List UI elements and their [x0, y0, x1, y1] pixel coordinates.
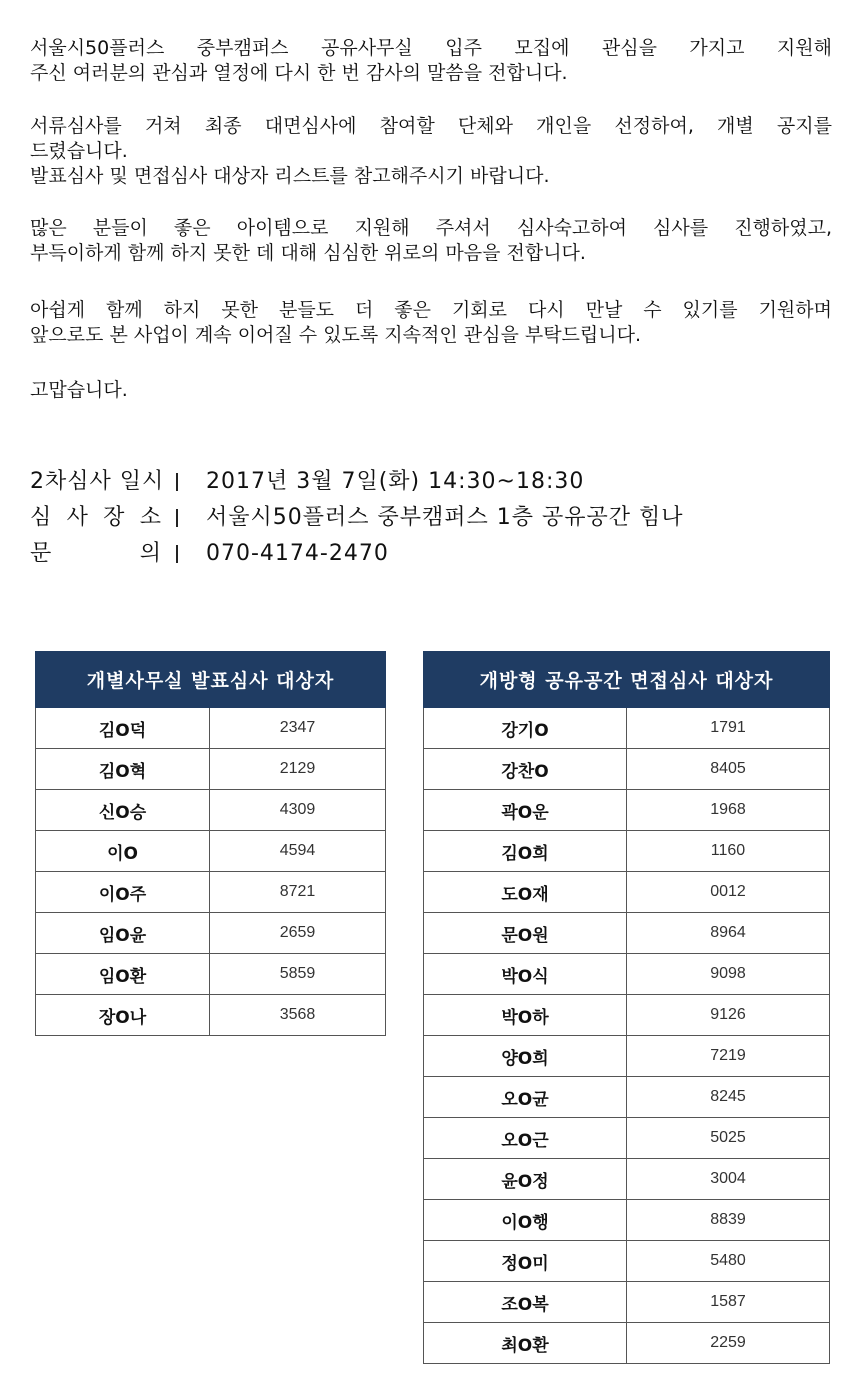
applicant-number: 8245	[627, 1077, 830, 1118]
notice-line: 드렸습니다.	[30, 140, 128, 162]
applicant-name: 장O나	[36, 995, 210, 1036]
applicant-number: 9098	[627, 954, 830, 995]
applicant-number: 5480	[627, 1241, 830, 1282]
notice-line: 앞으로도 본 사업이 계속 이어질 수 있도록 지속적인 관심을 부탁드립니다.	[30, 324, 642, 346]
applicant-name: 오O균	[424, 1077, 627, 1118]
inquiry-phone: 070-4174-2470	[206, 541, 389, 566]
table-row	[424, 790, 830, 831]
applicant-number: 8405	[627, 749, 830, 790]
applicant-name: 이O행	[424, 1200, 627, 1241]
label-char: 사	[66, 505, 89, 530]
applicant-number: 9126	[627, 995, 830, 1036]
applicant-number: 5859	[210, 954, 386, 995]
applicant-name: 도O재	[424, 872, 627, 913]
notice-closing	[30, 378, 832, 403]
exam-location-value: 서울시50플러스 중부캠퍼스 1층 공유공간 힘나	[206, 505, 684, 530]
notice-line: 서울시50플러스 중부캠퍼스 공유사무실 입주 모집에 관심을 가지고 지원해	[30, 37, 832, 59]
table-body	[36, 708, 386, 1036]
applicant-name: 양O희	[424, 1036, 627, 1077]
table-row	[424, 1282, 830, 1323]
table-row	[36, 831, 386, 872]
applicant-name: 김O혁	[36, 749, 210, 790]
table-title: 개방형 공유공간 면접심사 대상자	[424, 652, 830, 708]
table-row	[424, 1200, 830, 1241]
separator	[176, 473, 178, 491]
table-row	[424, 1323, 830, 1364]
applicant-name: 정O미	[424, 1241, 627, 1282]
closing-text: 고맙습니다.	[30, 379, 128, 401]
presentation-exam-table	[35, 651, 386, 1036]
notice-line: 서류심사를 거쳐 최종 대면심사에 참여할 단체와 개인을 선정하여, 개별 공지를	[30, 115, 832, 137]
table-row	[36, 749, 386, 790]
applicant-name: 임O환	[36, 954, 210, 995]
notice-line: 발표심사 및 면접심사 대상자 리스트를 참고해주시기 바랍니다.	[30, 165, 550, 187]
table-row	[424, 954, 830, 995]
applicant-name: 김O덕	[36, 708, 210, 749]
applicant-name: 강찬O	[424, 749, 627, 790]
label-char: 소	[139, 505, 162, 530]
applicant-name: 임O윤	[36, 913, 210, 954]
notice-paragraph-1	[30, 36, 832, 86]
applicant-name: 이O	[36, 831, 210, 872]
applicant-name: 강기O	[424, 708, 627, 749]
separator	[176, 509, 178, 527]
label-char: 심	[30, 505, 53, 530]
notice-line: 많은 분들이 좋은 아이템으로 지원해 주셔서 심사숙고하여 심사를 진행하였고,	[30, 217, 832, 239]
separator	[176, 545, 178, 563]
applicant-number: 4309	[210, 790, 386, 831]
applicant-number: 4594	[210, 831, 386, 872]
interview-exam-table	[423, 651, 830, 1364]
applicant-number: 2129	[210, 749, 386, 790]
applicant-number: 3004	[627, 1159, 830, 1200]
applicant-number: 1587	[627, 1282, 830, 1323]
applicant-name: 최O환	[424, 1323, 627, 1364]
applicant-number: 2259	[627, 1323, 830, 1364]
label-char: 의	[139, 541, 162, 566]
applicant-number: 0012	[627, 872, 830, 913]
table-row	[36, 790, 386, 831]
applicant-name: 곽O운	[424, 790, 627, 831]
applicant-name: 이O주	[36, 872, 210, 913]
table-row	[424, 708, 830, 749]
applicant-number: 1791	[627, 708, 830, 749]
applicant-name: 박O식	[424, 954, 627, 995]
table-row	[424, 1159, 830, 1200]
label-char: 장	[103, 505, 126, 530]
applicant-number: 5025	[627, 1118, 830, 1159]
inquiry-label	[30, 536, 162, 572]
exam-datetime-value: 2017년 3월 7일(화) 14:30~18:30	[206, 469, 585, 494]
notice-paragraph-4	[30, 298, 832, 348]
notice-paragraph-2	[30, 114, 832, 189]
applicant-name: 박O하	[424, 995, 627, 1036]
table-row	[36, 954, 386, 995]
table-row	[424, 749, 830, 790]
applicant-number: 1160	[627, 831, 830, 872]
applicant-number: 8721	[210, 872, 386, 913]
applicant-name: 윤O정	[424, 1159, 627, 1200]
table-row	[424, 1036, 830, 1077]
applicant-name: 문O원	[424, 913, 627, 954]
table-row	[424, 1241, 830, 1282]
applicant-number: 7219	[627, 1036, 830, 1077]
applicant-number: 8839	[627, 1200, 830, 1241]
applicant-name: 조O복	[424, 1282, 627, 1323]
table-row	[36, 913, 386, 954]
table-body	[424, 708, 830, 1364]
applicant-number: 3568	[210, 995, 386, 1036]
table-row	[36, 995, 386, 1036]
notice-line: 주신 여러분의 관심과 열정에 다시 한 번 감사의 말씀을 전합니다.	[30, 62, 568, 84]
applicant-name: 오O근	[424, 1118, 627, 1159]
table-row	[424, 995, 830, 1036]
exam-datetime-label: 2차심사 일시	[30, 469, 165, 494]
table-row	[36, 708, 386, 749]
applicant-number: 2347	[210, 708, 386, 749]
exam-location-label	[30, 500, 162, 536]
table-row	[424, 831, 830, 872]
table-row	[424, 872, 830, 913]
table-row	[424, 913, 830, 954]
notice-paragraph-3	[30, 216, 832, 266]
table-row	[424, 1118, 830, 1159]
applicant-number: 8964	[627, 913, 830, 954]
table-row	[36, 872, 386, 913]
applicant-name: 신O승	[36, 790, 210, 831]
table-row	[424, 1077, 830, 1118]
table-title: 개별사무실 발표심사 대상자	[36, 652, 386, 708]
label-char: 문	[30, 541, 53, 566]
notice-line: 아쉽게 함께 하지 못한 분들도 더 좋은 기회로 다시 만날 수 있기를 기원하며	[30, 299, 832, 321]
applicant-number: 2659	[210, 913, 386, 954]
applicant-number: 1968	[627, 790, 830, 831]
applicant-name: 김O희	[424, 831, 627, 872]
notice-line: 부득이하게 함께 하지 못한 데 대해 심심한 위로의 마음을 전합니다.	[30, 242, 586, 264]
